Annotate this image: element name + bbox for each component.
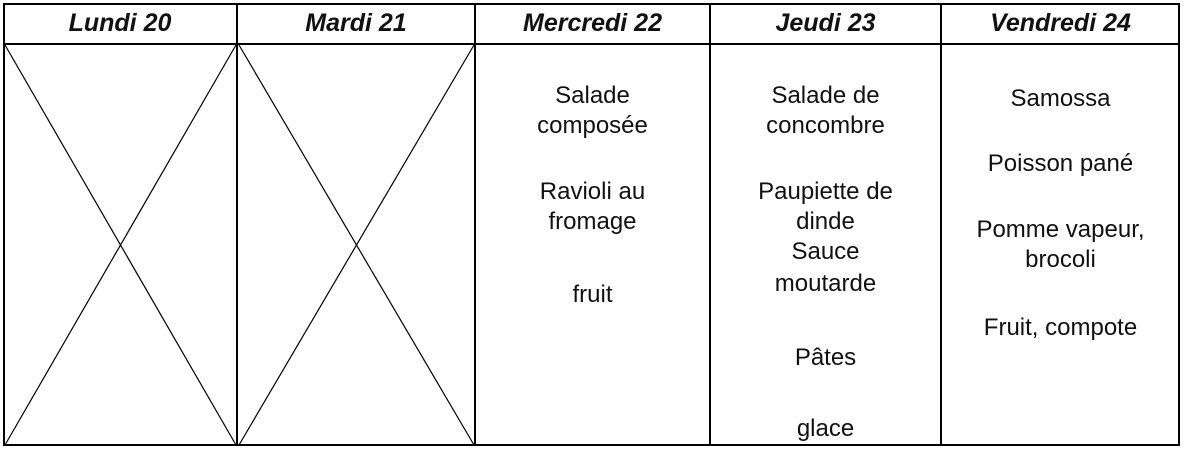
menu-item: Pomme vapeur, xyxy=(976,216,1145,243)
menu-item: dinde xyxy=(796,208,855,235)
weekly-menu-table xyxy=(3,3,1180,446)
menu-item: Salade de xyxy=(771,82,880,109)
menu-item: moutarde xyxy=(774,270,877,297)
menu-item: fromage xyxy=(548,208,637,235)
menu-item: Poisson pané xyxy=(987,150,1134,177)
menu-cell-mercredi xyxy=(475,45,710,446)
menu-item: Fruit, compote xyxy=(983,314,1138,341)
menu-cell-mardi-closed xyxy=(237,45,475,446)
menu-item: glace xyxy=(796,415,855,442)
menu-item: concombre xyxy=(766,112,885,139)
menu-cell-vendredi xyxy=(941,45,1180,446)
menu-item: Samossa xyxy=(1010,85,1111,112)
day-header-lundi: Lundi 20 xyxy=(68,8,172,37)
menu-item: Paupiette de xyxy=(758,178,893,205)
day-header-jeudi: Jeudi 23 xyxy=(775,8,876,37)
day-header-mardi: Mardi 21 xyxy=(305,8,407,37)
menu-item: brocoli xyxy=(1025,246,1096,273)
menu-item: composée xyxy=(537,112,648,139)
menu-item: Ravioli au xyxy=(539,178,646,205)
day-header-vendredi: Vendredi 24 xyxy=(990,8,1131,37)
menu-item: fruit xyxy=(572,281,613,308)
menu-cell-jeudi xyxy=(710,45,941,446)
menu-cell-lundi-closed xyxy=(3,45,237,446)
menu-item: Sauce xyxy=(791,238,860,265)
menu-item: Pâtes xyxy=(794,344,857,371)
menu-item: Salade xyxy=(555,82,630,109)
day-header-mercredi: Mercredi 22 xyxy=(523,8,662,37)
